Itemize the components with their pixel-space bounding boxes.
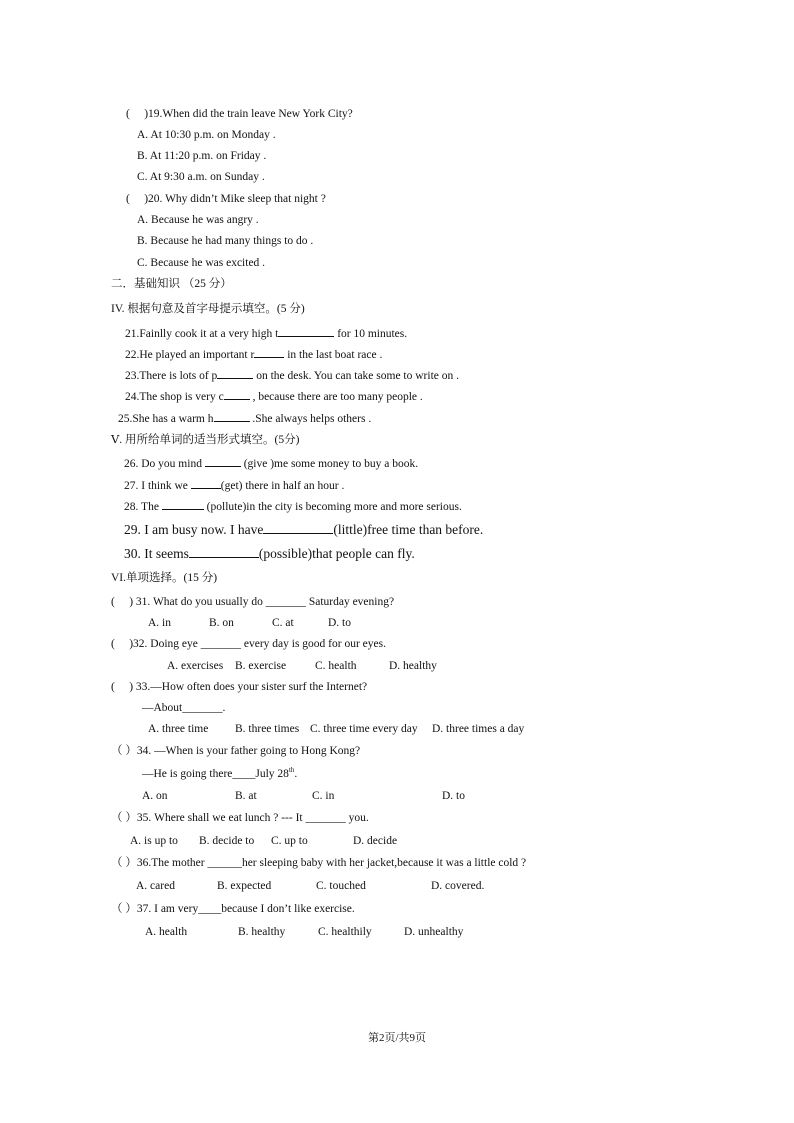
q31-option-c: C. at: [272, 617, 294, 629]
q19-option-b: B. At 11:20 p.m. on Friday .: [137, 150, 267, 162]
q33-option-c: C. three time every day: [310, 723, 418, 735]
q31-option-d: D. to: [328, 617, 351, 629]
question-21: 21.Fainlly cook it at a very high t for 10 minutes.: [125, 328, 408, 340]
ordinal-suffix: th: [288, 766, 295, 775]
question-19: ( )19.When did the train leave New York City?: [126, 108, 353, 120]
q33-answer-line: —About_______.: [142, 702, 226, 714]
q32-option-d: D. healthy: [389, 660, 437, 672]
question-25: 25.She has a warm h .She always helps others .: [118, 413, 372, 425]
q36-option-a: A. cared: [136, 880, 175, 892]
question-35: （ ）35. Where shall we eat lunch ? --- It _______ you.: [111, 812, 369, 824]
blank: [217, 368, 253, 379]
q32-option-a: A. exercises: [167, 660, 224, 672]
blank: [254, 347, 284, 358]
q34-option-b: B. at: [235, 790, 257, 802]
q37-option-b: B. healthy: [238, 926, 286, 938]
question-23: 23.There is lots of p on the desk. You can take some to write on .: [125, 370, 460, 382]
blank: [162, 499, 204, 510]
question-29: 29. I am busy now. I have (little)free time than before.: [124, 522, 484, 537]
question-20: ( )20. Why didn’t Mike sleep that night ?: [126, 193, 326, 205]
section-5-title: Ⅴ. 用所给单词的适当形式填空。(5分): [111, 434, 300, 446]
section-4-title: IV. 根据句意及首字母提示填空。(5 分): [111, 303, 305, 315]
page-number: 第2页/共9页: [367, 1032, 427, 1044]
q36-option-c: C. touched: [316, 880, 366, 892]
question-22: 22.He played an important r in the last boat race .: [125, 349, 383, 361]
q34-answer-line: —He is going there____July 28th.: [142, 766, 298, 780]
q31-option-a: A. in: [148, 617, 171, 629]
q36-option-b: B. expected: [217, 880, 272, 892]
q32-option-c: C. health: [315, 660, 357, 672]
q37-option-a: A. health: [145, 926, 188, 938]
blank: [278, 326, 334, 337]
section-2-title: 二．基础知识 （25 分）: [111, 278, 232, 290]
q33-option-d: D. three times a day: [432, 723, 525, 735]
q35-option-c: C. up to: [271, 835, 308, 847]
blank: [189, 547, 259, 558]
question-28: 28. The (pollute)in the city is becoming more and more serious.: [124, 501, 462, 513]
q33-option-a: A. three time: [148, 723, 209, 735]
q37-option-c: C. healthily: [318, 926, 372, 938]
q20-option-b: B. Because he had many things to do .: [137, 235, 314, 247]
q31-option-b: B. on: [209, 617, 234, 629]
q36-option-d: D. covered.: [431, 880, 485, 892]
question-31: ( ) 31. What do you usually do _______ Saturday evening?: [111, 596, 395, 608]
question-33: ( ) 33.—How often does your sister surf the Internet?: [111, 681, 368, 693]
q20-option-c: C. Because he was excited .: [137, 257, 266, 269]
section-6-title: VI.单项选择。(15 分): [111, 572, 218, 584]
q34-option-c: C. in: [312, 790, 335, 802]
blank: [263, 523, 333, 534]
question-26: 26. Do you mind (give )me some money to buy a book.: [124, 458, 419, 470]
question-30: 30. It seems (possible)that people can fly.: [124, 546, 415, 561]
question-27: 27. I think we (get) there in half an hour .: [124, 480, 345, 492]
q34-option-d: D. to: [442, 790, 465, 802]
blank: [224, 389, 250, 400]
q19-option-c: C. At 9:30 a.m. on Sunday .: [137, 171, 265, 183]
blank: [191, 478, 221, 489]
q35-option-d: D. decide: [353, 835, 398, 847]
q32-option-b: B. exercise: [235, 660, 287, 672]
q33-option-b: B. three times: [235, 723, 300, 735]
q37-option-d: D. unhealthy: [404, 926, 464, 938]
question-37: （ ）37. I am very____because I don’t like exercise.: [111, 903, 355, 915]
question-36: （ ）36.The mother ______her sleeping baby with her jacket,because it was a little cold ?: [111, 857, 527, 869]
q19-option-a: A. At 10:30 p.m. on Monday .: [137, 129, 276, 141]
q34-option-a: A. on: [142, 790, 168, 802]
q20-option-a: A. Because he was angry .: [137, 214, 259, 226]
q35-option-a: A. is up to: [130, 835, 178, 847]
question-34: （ ）34. —When is your father going to Hong Kong?: [111, 745, 361, 757]
q35-option-b: B. decide to: [199, 835, 255, 847]
question-24: 24.The shop is very c , because there are too many people .: [125, 391, 423, 403]
blank: [205, 456, 241, 467]
question-32: ( )32. Doing eye _______ every day is good for our eyes.: [111, 638, 386, 650]
blank: [214, 411, 250, 422]
